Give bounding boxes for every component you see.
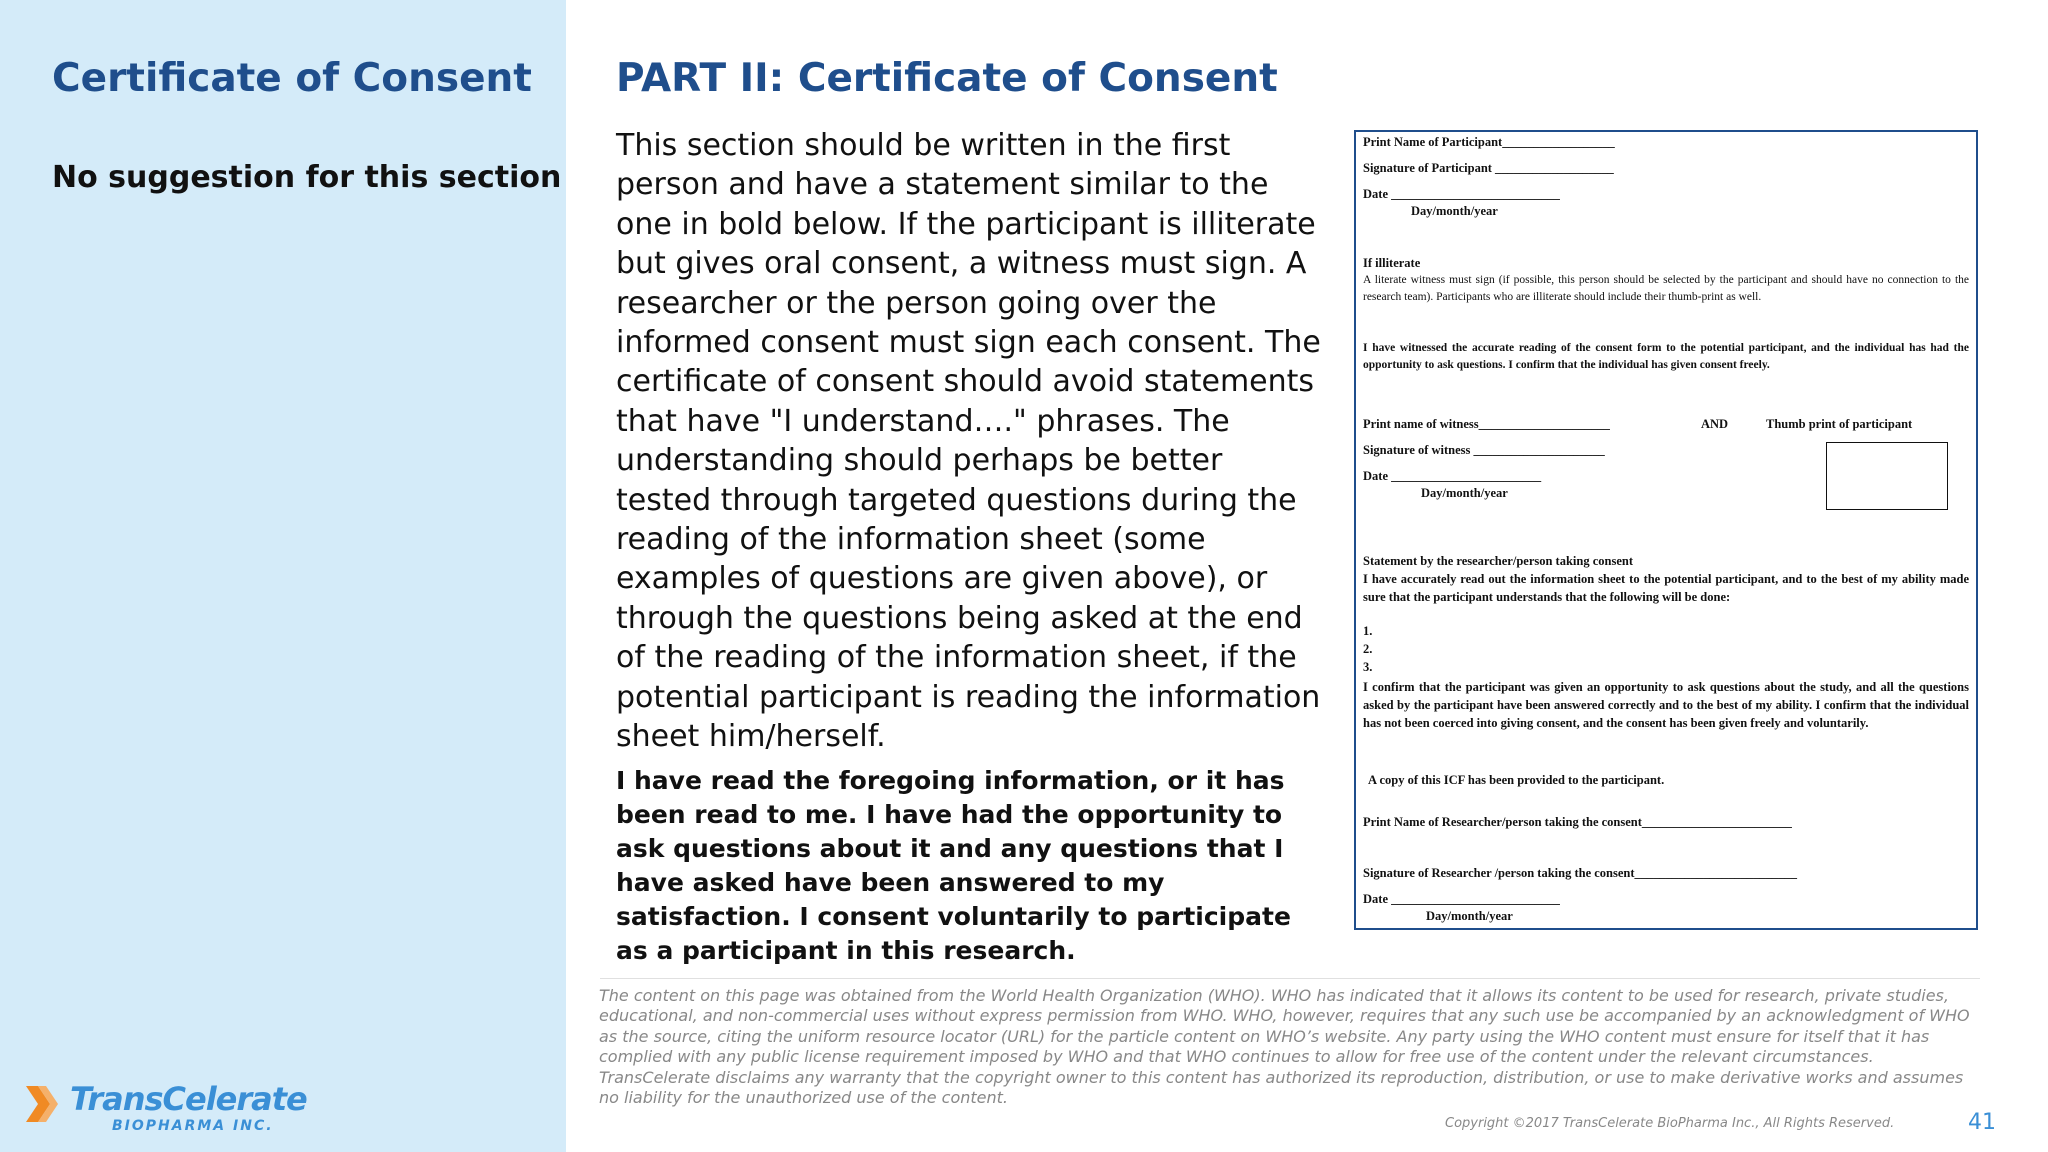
- date-participant: Date ___________________________: [1363, 187, 1560, 201]
- list-item-3: 3.: [1363, 660, 1373, 674]
- list-item-2: 2.: [1363, 642, 1373, 656]
- researcher-heading: Statement by the researcher/person taking consent: [1363, 554, 1633, 568]
- sidebar-title: Certificate of Consent: [52, 56, 532, 101]
- print-name-participant: Print Name of Participant__________________: [1363, 135, 1615, 149]
- double-chevron-icon: [24, 1082, 64, 1126]
- consent-form-image: [1354, 130, 1978, 930]
- signature-participant: Signature of Participant ___________________: [1363, 161, 1614, 175]
- if-illiterate-heading: If illiterate: [1363, 256, 1421, 270]
- illiterate-instructions: A literate witness must sign (if possible, this person should be selected by the participant and should have no connection to the research team). Participants who are illiterate should include their thumb-print as well.: [1363, 274, 1969, 303]
- researcher-confirmation: I confirm that the participant was given an opportunity to ask questions about the study, and all the questions asked by the participant have been answered correctly and to the best of my ability. I confirm that the individual has not been coerced into giving consent, and the consent has been given freely and voluntarily.: [1363, 680, 1969, 730]
- and-label: AND: [1701, 417, 1729, 431]
- logo-subtitle: BIOPHARMA INC.: [112, 1118, 274, 1134]
- date-format-label: Day/month/year: [1426, 909, 1513, 923]
- transcelerate-logo: [24, 1080, 307, 1136]
- witness-statement: I have witnessed the accurate reading of the consent form to the potential participant, and the individual has had the opportunity to ask questions. I confirm that the individual has given consent freely.: [1363, 342, 1969, 371]
- sidebar-note: No suggestion for this section: [52, 160, 562, 195]
- thumb-print-label: Thumb print of participant: [1766, 417, 1913, 431]
- consent-statement: I have read the foregoing information, or it has been read to me. I have had the opportunity to ask questions about it and any questions that I have asked have been answered to my satisfaction. I consent voluntarily to participate as a participant in this research.: [616, 766, 1291, 965]
- date-format-label: Day/month/year: [1411, 204, 1498, 218]
- footer-divider: [600, 978, 1980, 979]
- copyright-notice: Copyright ©2017 TransCelerate BioPharma Inc., All Rights Reserved.: [1445, 1116, 1895, 1131]
- page-title: PART II: Certificate of Consent: [616, 56, 1278, 101]
- print-name-witness: Print name of witness_____________________: [1363, 417, 1610, 431]
- body-paragraph: This section should be written in the first person and have a statement similar to the one in bold below. If the participant is illiterate but gives oral consent, a witness must sign. A researcher or the person going over the informed consent must sign each consent. The certificate of consent should avoid statements that have "I understand…." phrases. The understanding should perhaps be better tested through targeted questions during the reading of the information sheet (some examples of questions are given above), or through the questions being asked at the end of the reading of the information sheet, if the potential participant is reading the information sheet him/herself.: [616, 128, 1321, 755]
- researcher-statement: I have accurately read out the information sheet to the potential participant, and to the best of my ability made sure that the participant understands that the following will be done:: [1363, 572, 1969, 604]
- who-disclaimer: The content on this page was obtained from the World Health Organization (WHO). WHO has indicated that it allows its content to be used for research, private studies, educational, and non-commercial uses without express permission from WHO. WHO, however, requires that any such use be accompanied by an acknowledgment of WHO as the source, citing the uniform resource locator (URL) for the particle content on WHO’s website. Any party using the WHO content must ensure for itself that it has complied with any public license requirement imposed by WHO and that WHO continues to allow for free use of the content under the relevant circumstances. TransCelerate disclaims any warranty that the copyright owner to this content has authorized its reproduction, distribution, or use to make derivative works and assumes no liability for the unauthorized use of the content.: [599, 986, 1970, 1108]
- signature-researcher: Signature of Researcher /person taking the consent__________________________: [1363, 866, 1798, 880]
- signature-witness: Signature of witness _____________________: [1363, 443, 1605, 457]
- page-number: 41: [1968, 1110, 1996, 1135]
- date-witness: Date ________________________: [1363, 469, 1542, 483]
- date-format-label: Day/month/year: [1421, 486, 1508, 500]
- icf-copy-note: A copy of this ICF has been provided to the participant.: [1368, 773, 1665, 787]
- print-name-researcher: Print Name of Researcher/person taking the consent________________________: [1363, 815, 1792, 829]
- thumb-print-box: [1826, 442, 1948, 510]
- logo-name: TransCelerate: [70, 1080, 307, 1118]
- list-item-1: 1.: [1363, 624, 1373, 638]
- sidebar-panel: [0, 0, 566, 1152]
- date-researcher: Date ___________________________: [1363, 892, 1560, 906]
